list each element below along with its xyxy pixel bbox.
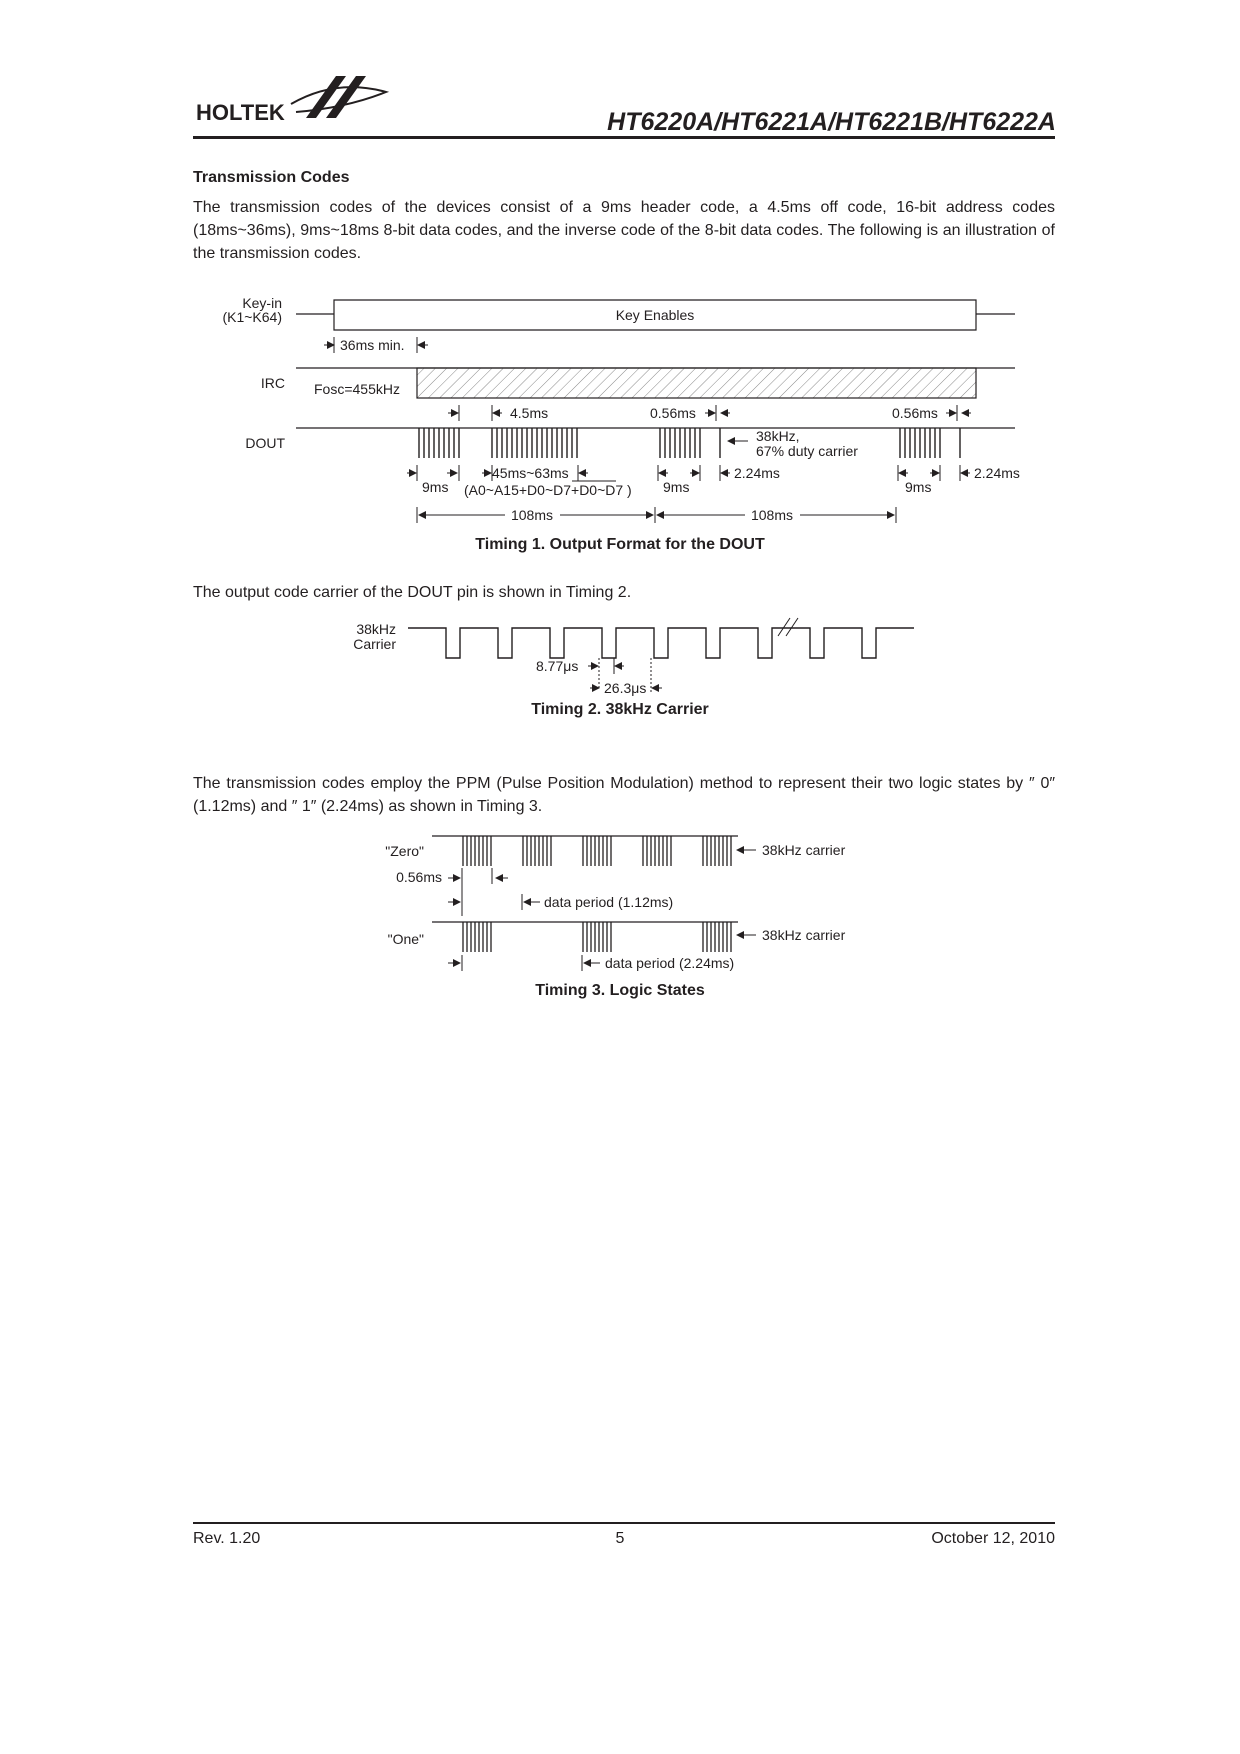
zero-burst-1 — [463, 836, 491, 866]
zero-burst-2 — [523, 836, 551, 866]
period108-label-a: 108ms — [510, 507, 554, 523]
footer-rule — [193, 1522, 1055, 1524]
zero-bursts — [463, 836, 731, 866]
intro-paragraph: The transmission codes of the devices consist of a 9ms header code, a 4.5ms off code, 16-bit address codes (18ms~36ms), 9ms~18ms 8-bit data codes, and the inverse code of the 8-bit data codes. The following is an illustration of the transmission codes. — [193, 199, 1055, 262]
one-label: "One" — [387, 931, 424, 947]
off45-label: 4.5ms — [510, 405, 549, 421]
gap056-label-a: 0.56ms — [650, 405, 696, 421]
footer-revision: Rev. 1.20 — [193, 1530, 261, 1547]
zero-label: "Zero" — [385, 843, 424, 859]
key-enables-label: Key Enables — [615, 307, 695, 323]
fosc-label: Fosc=455kHz — [314, 381, 400, 397]
one-burst-3 — [703, 922, 731, 952]
document-title: HT6220A/HT6221A/HT6221B/HT6222A — [607, 108, 1056, 136]
zero-burst-3 — [583, 836, 611, 866]
keyin-range-label: (K1~K64) — [222, 309, 282, 325]
header9-label-b: 9ms — [663, 479, 690, 495]
header9-label-a: 9ms — [422, 479, 449, 495]
period-label: 26.3μs — [604, 680, 647, 696]
carrier-note-line1: 38kHz, — [756, 428, 800, 444]
gap224-label-b: 2.24ms — [974, 465, 1020, 481]
carrier-b-label: 38kHz carrier — [762, 927, 846, 943]
one-burst-1 — [463, 922, 491, 952]
data-contents-label: (A0~A15+D0~D7+D0~D7 ) — [464, 482, 632, 498]
footer-date: October 12, 2010 — [931, 1530, 1055, 1547]
period-one-label: data period (2.24ms) — [605, 955, 735, 971]
carrier-note-line2: 67% duty carrier — [756, 443, 858, 459]
footer-page-number: 5 — [615, 1530, 625, 1547]
ppm-paragraph: The transmission codes employ the PPM (Pulse Position Modulation) method to represent their two logic states by ″ 0″ (1.12ms) and ″ 1″ (2.24ms) as shown in Timing 3. — [193, 775, 1055, 815]
data-range-label: 45ms~63ms — [492, 465, 569, 481]
one-bursts — [463, 922, 731, 952]
irc-label: IRC — [260, 375, 285, 391]
timing1-caption: Timing 1. Output Format for the DOUT — [475, 536, 765, 553]
keyin-label: Key-in — [242, 295, 282, 311]
period-zero-label: data period (1.12ms) — [544, 894, 674, 910]
pulse-width-label: 8.77μs — [536, 658, 579, 674]
burst-width-label: 0.56ms — [396, 869, 442, 885]
timing3-caption: Timing 3. Logic States — [535, 982, 705, 999]
min36-label: 36ms min. — [340, 337, 405, 353]
carrier-a-label: 38kHz carrier — [762, 842, 846, 858]
zero-burst-5 — [703, 836, 731, 866]
carrier-label-2: Carrier — [353, 636, 396, 652]
gap056-label-b: 0.56ms — [892, 405, 938, 421]
carrier-label: 38kHz — [356, 621, 396, 637]
logo-text: HOLTEK — [196, 100, 285, 125]
gap224-label-a: 2.24ms — [734, 465, 780, 481]
zero-burst-4 — [643, 836, 671, 866]
section-heading: Transmission Codes — [193, 169, 350, 186]
dout-label: DOUT — [245, 435, 285, 451]
carrier-paragraph: The output code carrier of the DOUT pin is shown in Timing 2. — [193, 584, 632, 601]
period108-label-b: 108ms — [750, 507, 794, 523]
header9-label-c: 9ms — [905, 479, 932, 495]
timing2-caption: Timing 2. 38kHz Carrier — [531, 701, 709, 718]
one-burst-2 — [583, 922, 611, 952]
